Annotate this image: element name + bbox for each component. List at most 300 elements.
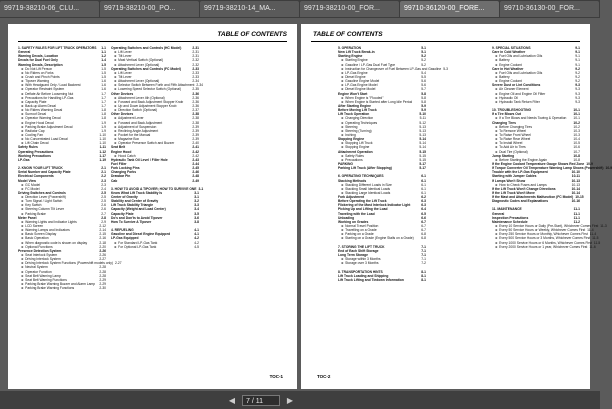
toc-entry-title: Warning Decals, Description (18, 62, 63, 67)
toc-entry-title: 3. HOW TO AVOID A TIPOVER; HOW TO SURVIVE ONE (111, 186, 197, 191)
toc-entry-page: 2-26 (99, 248, 106, 253)
toc-entry-page: 5-13 (419, 124, 426, 129)
toc-entry-title: If the Lift Truck Won't Move (492, 190, 535, 195)
toc-entry-page: 1-5 (101, 62, 106, 67)
toc-entry-title: ► Before Starting the Engine Again (495, 157, 548, 162)
toc-entry-title: Working Precautions (18, 153, 51, 158)
toc-entry-title: Care in Hot Weather (492, 66, 524, 71)
toc-entry-title: Presence Detection System (18, 248, 62, 253)
toc-entry-page: 2-6 (101, 207, 106, 212)
toc-entry-title: ► Seat Belt Warning Lamp (21, 273, 61, 278)
toc-entry-page: 9-2 (575, 66, 580, 71)
document-tab-bar (0, 0, 600, 18)
document-tab[interactable]: 99719-38210-14_MA... (200, 1, 299, 17)
toc-entry-page: 1-8 (101, 112, 106, 117)
toc-entry-page: 10-1 (573, 112, 580, 117)
toc-entry-title: ► Driving Interlock System (21, 257, 61, 262)
toc-entry-page: 8-1 (421, 269, 426, 274)
toc-entry-page: 2-28 (99, 273, 106, 278)
toc-entry-page: 3-2 (194, 199, 199, 204)
toc-entry-page: 1-10 (99, 132, 106, 137)
toc-entry-page: 1-8 (101, 116, 106, 121)
prev-page-icon[interactable]: ◀ (228, 395, 236, 405)
toc-entry-title: 8. TRANSPORTATION HINTS (338, 269, 383, 274)
toc-entry-page: 9-3 (575, 95, 580, 100)
toc-entry-title: ► To Raise Front Wheel (495, 132, 531, 137)
toc-entry-page: 2-39 (192, 124, 199, 129)
toc-entry-title: ► Every 500 Service Hours or 3 Months, Whichever Comes First (495, 236, 591, 241)
toc-column (338, 46, 448, 282)
toc-entry-title: If the Engine Coolant Temperature Gauge Shows Red Zone (492, 161, 585, 166)
toc-entry-title: Fork Locking Pins (111, 166, 140, 171)
toc-entry-title: Parking Lift Truck (After Stopping) (338, 166, 392, 171)
toc-entry-title: ► Instruction for Changeover of Fuel Between LP-Gas and Gasoline (341, 66, 442, 71)
document-page-right (301, 24, 612, 389)
toc-entry-page: 2-31 (192, 54, 199, 59)
toc-entry-title: ► Stacking Different Loads in Size (341, 182, 392, 187)
toc-entry-title: ► Driving Interlock System Functions (Powershift models only) (21, 261, 113, 266)
toc-entry-title: ► Precautions for Handling LP-Gas (21, 95, 74, 100)
toc-entry-title: ► Basic Screen Display (21, 232, 57, 237)
toc-entry-page: 2-39 (192, 132, 199, 137)
title-rule (311, 41, 580, 42)
toc-entry-page: 2-31 (192, 50, 199, 55)
toc-entry-page: 6-1 (421, 186, 426, 191)
toc-entry-title: ► Air Cleaner Element (495, 87, 529, 92)
toc-entry-page: 7-1 (421, 257, 426, 262)
toc-entry-page: 1-1 (101, 46, 106, 50)
toc-entry-title: ► Reclining Angle Adjustment (114, 128, 159, 133)
toc-entry-page: 10-11 (571, 174, 580, 179)
toc-entry-page: 6-5 (421, 211, 426, 216)
toc-entry-page: 10-2 (573, 120, 580, 125)
toc-entry-page: 10-7 (573, 149, 580, 154)
toc-entry-page: 2-15 (99, 232, 106, 237)
toc-entry-page: 10-3 (573, 128, 580, 133)
toc-entry-title: Stability and Center of Gravity (111, 199, 159, 204)
toc-entry-title: ► Starting Engine (341, 58, 368, 63)
toc-entry-title: Long Term Storage (338, 253, 368, 258)
toc-entry-title: ► Travelling on a Grade (341, 228, 377, 233)
toc-entry-page: 5-15 (419, 153, 426, 158)
toc-entry-title: If a Tire Blows Out (492, 112, 521, 117)
toc-entry-title: Trouble with the LP-Gas Equipment (492, 170, 548, 175)
toc-entry-title: ► If a Tire Blows and Needs Towing & Operation (495, 116, 567, 121)
toc-entry-page: 5-4 (421, 70, 426, 75)
toc-entry-page: 11-1 (573, 207, 580, 212)
toc-entry-page: 4-1 (194, 228, 199, 233)
toc-entry-title: ► Steering (341, 124, 358, 129)
toc-entry-page: 2-39 (192, 128, 199, 133)
toc-entry-title: Capacity Plate (111, 211, 134, 216)
toc-entry-title: ► No Concentrated Load Decal (21, 137, 68, 142)
toc-entry-page: 5-14 (419, 137, 426, 142)
toc-entry-page: 2-33 (192, 70, 199, 75)
toc-entry-page: 2-27 (114, 261, 122, 266)
toc-entry-title: ► Adjustment Lever (114, 116, 144, 121)
toc-entry-page: 3-8 (194, 219, 199, 224)
toc-entry-title: ► Safety Rules (341, 153, 364, 158)
toc-entry (338, 278, 426, 282)
toc-entry-title: 5. OPERATION (338, 46, 362, 50)
toc-entry-title: ► Fuel Oils and Lubrication Oils (495, 70, 543, 75)
toc-entry-title: ► Parking Brake Warning Buzzer and Alarm Lamp (21, 282, 96, 287)
toc-entry-title: Cab (111, 178, 118, 183)
toc-entry-title: ► Every 2000 Service Hours or 1 year, Whichever Comes First (495, 244, 588, 249)
toc-entry-title: ► Gasoline / LP-Gas Dual Fuel Type (341, 62, 396, 67)
document-tab-active[interactable]: 99710-36120-00_FORE... (400, 1, 499, 17)
toc-entry-title: ► Hydraulic Oil (495, 95, 518, 100)
toc-entry-page: 2-34 (196, 83, 204, 88)
toc-entry-page: 5-15 (419, 149, 426, 154)
toc-entry-page: 6-7 (421, 224, 426, 229)
toc-entry-page: 5-1 (421, 50, 426, 55)
toc-entry-title: ► Attachment Lever (Optional) (114, 79, 160, 84)
document-tab[interactable]: 99719-38210-00_FOR... (300, 1, 399, 17)
toc-entry-page: 5-14 (419, 141, 426, 146)
toc-entry-title: ► Tipover Warning (21, 79, 50, 84)
toc-entry-title: Capacity (Weight and Load Center) (111, 207, 166, 212)
toc-entry-page: 10-6 (573, 145, 580, 150)
toc-entry-page: 9-1 (575, 46, 580, 50)
toc-entry-title: Center of Gravity (111, 195, 138, 200)
toc-entry-page: 5-5 (421, 74, 426, 79)
toc-entry-title: LP-Gas Equipped (111, 236, 139, 241)
toc-entry-page: 5-10 (419, 112, 426, 117)
toc-entry-title: ► Storage within 3 Months (341, 257, 381, 262)
toc-entry-page: 10-16 (571, 199, 580, 204)
toc-entry-title: Operating Switches and Controls (FC Model) (111, 66, 181, 71)
toc-entry-page: 2-7 (101, 211, 106, 216)
toc-entry-title: ► Gasoline Engine Model (341, 79, 380, 84)
toc-entry-page: 10-1 (573, 116, 580, 121)
toc-entry-page: 1-9 (101, 124, 106, 129)
current-page[interactable]: 7 (246, 397, 250, 405)
toc-entry-page: 2-38 (192, 116, 199, 121)
toc-entry-page: 5-8 (421, 91, 426, 96)
toc-entry-page: 5-6 (421, 83, 426, 88)
toc-entry-title: ► Tilt Lever (114, 54, 132, 59)
toc-entry-page: 2-28 (99, 265, 106, 270)
toc-entry-title: ► Operating Techniques (341, 120, 378, 125)
toc-entry-title: If Lamps Won't Show (492, 178, 526, 183)
toc-entry-page: 2-40 (192, 141, 199, 146)
toc-entry-page: 5-7 (421, 87, 426, 92)
toc-entry-title: End of Each Shift Storage (338, 248, 379, 253)
toc-entry-title: ► Diesel Engine Model (341, 87, 376, 92)
toc-entry-page: 8-1 (421, 273, 426, 278)
toc-entry-title: 6. OPERATING TECHNIQUES (338, 174, 384, 179)
toc-entry-title: ► For Optional LP-Gas Tank (114, 244, 157, 249)
toc-entry-title: ► Sunroof Decal (21, 112, 47, 117)
toc-entry-title: ► LP-Gas Engine Model (341, 83, 378, 88)
toc-entry-page: 2-26 (99, 253, 106, 258)
toc-entry-page: 3-1 (198, 186, 204, 191)
toc-entry-title: 11. MAINTENANCE (492, 207, 522, 212)
toc-entry-page: 2-30 (99, 286, 106, 291)
toc-entry-title: ► Parking Brake (21, 211, 46, 216)
toc-entry-title: ► Adjustment of Suspension (114, 124, 157, 129)
toc-entry-page: 11-1 (573, 211, 580, 216)
toc-entry-page: 1-10 (99, 141, 106, 146)
toc-entry-page: 2-42 (192, 153, 199, 158)
toc-entry-page: 2-16 (99, 236, 106, 241)
page-title: TABLE OF CONTENTS (313, 31, 383, 38)
toc-entry-page: 6-3 (421, 199, 426, 204)
toc-entry-page: 6-1 (421, 190, 426, 195)
toc-entry-page: 10-13 (571, 182, 580, 187)
toc-entry-title: ► Operator Warning Decal (21, 116, 61, 121)
toc-entry-page: 5-9 (421, 103, 426, 108)
toc-entry-page: 5-2 (421, 58, 426, 63)
toc-entry-page: 1-7 (101, 99, 106, 104)
page-number-field[interactable] (242, 395, 280, 406)
toc-entry-page: 10-2 (573, 124, 580, 129)
toc-entry-title: Starting Engine (338, 54, 363, 59)
toc-entry-title: ► Attachment Lever (Optional) (114, 62, 160, 67)
toc-entry-title: Before Operating the Lift Truck (338, 199, 387, 204)
toc-entry-page: 9-3 (575, 83, 580, 88)
toc-entry-page: 2-44 (192, 161, 199, 166)
document-page-left (8, 24, 297, 389)
document-tab[interactable]: 99719-38210-00_PO... (100, 1, 199, 17)
toc-entry-title: ► No Riders Warning Decal (21, 108, 63, 113)
toc-entry-title: ► For Standard LP-Gas Tank (114, 240, 158, 245)
toc-entry-page: 2-46 (192, 170, 199, 175)
toc-entry-page: 9-1 (575, 62, 580, 67)
toc-entry-title: ► Precautions (341, 157, 363, 162)
toc-entry-title: Safety Rules (18, 145, 38, 150)
toc-entry-page: 10-8 (573, 153, 580, 158)
toc-entry-title: Picking Up and Lifting the Load (338, 207, 388, 212)
toc-entry-page: 2-34 (192, 79, 199, 84)
toc-entry-page: 10-9 (586, 161, 593, 166)
toc-entry-page: 2-37 (192, 108, 199, 113)
document-tab[interactable]: 99710-36130-00_FOR... (500, 1, 599, 17)
toc-entry-title: ► Tilt Lever (114, 74, 132, 79)
toc-entry-title: ► Operator Restraint System (21, 87, 65, 92)
toc-entry-title: Stopping Engine (338, 137, 365, 142)
toc-entry-page: 5-1 (421, 46, 426, 50)
toc-entry-page: 2-49 (192, 178, 199, 183)
toc-entry-title: How To Survive A Tipover (111, 219, 152, 224)
toc-entry-title: ► LCD Screen (21, 224, 44, 229)
toc-entry-title: ► Changing Direction (341, 116, 374, 121)
toc-entry-page: 9-2 (575, 70, 580, 75)
toc-entry-title: Do's and Don'ts to Avoid Tipover (111, 215, 163, 220)
toc-entry-page: 2-41 (192, 145, 199, 150)
toc-entry-page: 2-27 (99, 257, 106, 262)
toc-entry-title: Diagnostic Codes and Explanations (492, 199, 549, 204)
toc-entry-page: 3-5 (194, 211, 199, 216)
toc-entry-title: Drawbar Pin (111, 174, 131, 179)
toc-entry-page: 2-9 (101, 219, 106, 224)
toc-entry-title: Know What Lift Truck Stability Is (111, 190, 163, 195)
toc-entry-title: ► Warning Lamps and Indicators (21, 228, 70, 233)
toc-entry-page: 1-9 (101, 120, 106, 125)
toc-entry-title: ► Cooling Fan (21, 132, 43, 137)
toc-entry-title: 1. SAFETY RULES FOR LIFT TRUCK OPERATORS (18, 46, 97, 50)
toc-entry-title: If the Mast and Attachments Malfunction (FC Model) (492, 195, 574, 200)
toc-entry-page: 1-7 (101, 103, 106, 108)
toc-entry-title: ► Steering Column Tilt Lever (21, 207, 65, 212)
toc-entry-title: Starting with Jumper Cables (492, 174, 537, 179)
toc-entry-title: ► Crush and Pinch Points (21, 74, 60, 79)
toc-entry-page: 10-9 (605, 166, 612, 171)
toc-entry-title: ► To Install Wheel (495, 141, 523, 146)
toc-entry-page: 2-36 (192, 91, 199, 96)
toc-entry-page: 1-1 (101, 50, 106, 55)
toc-entry-page: 2-20 (99, 244, 106, 249)
toc-entry-title: Fuel Filler (111, 161, 127, 166)
toc-entry-title: ► Battery (495, 74, 510, 79)
toc-entry-title: Changing Tires (492, 120, 516, 125)
toc-entry-title: ► Dual Tire (Optional) (495, 149, 528, 154)
toc-entry-page: 1-4 (101, 58, 106, 63)
toc-entry-page: 6-1 (421, 174, 426, 179)
toc-entry-title: 10. TROUBLESHOOTING (492, 108, 532, 113)
toc-entry-title: General (18, 50, 31, 55)
toc-entry-title: Stacking Methods (338, 178, 367, 183)
toc-entry-page: 2-14 (99, 228, 106, 233)
toc-entry-page: 5-17 (419, 166, 426, 171)
title-rule (18, 41, 287, 42)
toc-entry-page: 5-17 (419, 161, 426, 166)
toc-entry-page: 1-6 (101, 83, 106, 88)
toc-entry-title: Engine Hood (111, 149, 132, 154)
document-viewer[interactable] (0, 18, 612, 391)
toc-entry-title: ► Every 50 Service Hours or Weekly, Whichever Comes First (495, 228, 586, 233)
toc-entry-page: 5-8 (421, 95, 426, 100)
toc-entry-title: ► Up and Down Adjustment Stopper Knob (114, 103, 177, 108)
toc-entry-page: 6-2 (421, 195, 426, 200)
toc-entry-title: ► Every 250 Service Hours or Monthly, Whichever Comes First (495, 232, 588, 237)
toc-entry-page: 1-19 (99, 157, 106, 162)
toc-entry-page: 10-8 (573, 157, 580, 162)
toc-entry-page: 10-15 (575, 195, 584, 200)
toc-entry-page: 6-1 (421, 182, 426, 187)
document-tab[interactable]: 99719-38210-06_CLU... (0, 1, 99, 17)
toc-entry-title: ► Direction Lever (Powershift) (21, 195, 66, 200)
toc-entry-title: 7. STORING THE LIFT TRUCK (338, 244, 385, 249)
toc-entry-title: ► Optional Functions (21, 244, 53, 249)
toc-entry-title: ► Lowering Speed Selector Switch (Optional) (114, 87, 182, 92)
toc-entry-title: After Starting Engine (338, 103, 371, 108)
toc-entry-page: 6-1 (421, 178, 426, 183)
toc-entry-title: ► Every 1000 Service Hours or 6 Months, Whichever Comes First (495, 240, 592, 245)
toc-entry-title: 9. SPECIAL SITUATIONS (492, 46, 531, 50)
toc-column (492, 46, 612, 249)
toc-entry-page: 2-6 (101, 203, 106, 208)
toc-entry-title: ► Lift Lever (114, 50, 132, 55)
toc-entry-title: ► Deflate Air Before Loosening Nut (21, 91, 74, 96)
toc-entry-page: 10-13 (571, 178, 580, 183)
toc-entry-title: Attachment Operation (338, 149, 373, 154)
toc-entry-title: Decals for Dual Fuel Only (18, 58, 58, 63)
next-page-icon[interactable]: ▶ (286, 395, 294, 405)
toc-entry-page: 3-6 (194, 215, 199, 220)
toc-entry-page: 9-3 (575, 91, 580, 96)
toc-entry-page: 2-43 (192, 157, 199, 162)
toc-entry-page: 5-6 (421, 79, 426, 84)
toc-entry-title: ► LP-Gas Engine (341, 70, 368, 75)
toc-entry-title: Unloading (338, 215, 355, 220)
toc-entry-title: Electrical Components (18, 174, 54, 179)
toc-entry-title: Serial Number and Capacity Plate (18, 170, 71, 175)
toc-entry-page: 7-2 (421, 261, 426, 266)
toc-entry-page: 2-38 (192, 120, 199, 125)
toc-entry-title: Before Moving Lift Truck (338, 108, 377, 113)
page-title: TABLE OF CONTENTS (217, 31, 287, 38)
toc-entry-page: 7-1 (421, 244, 426, 249)
toc-entry-page: 2-35 (192, 87, 199, 92)
toc-entry-title: Lift Truck Loading and Shipping (338, 273, 389, 278)
toc-entry-title: ► Engine Coolant (495, 62, 522, 67)
toc-entry-page: 4-2 (194, 236, 199, 241)
toc-entry-title: ► Direction Switch (Optional) (114, 108, 158, 113)
toc-entry-page: 9-1 (575, 50, 580, 55)
toc-entry-title: Seat Belt (111, 145, 126, 150)
toc-entry-title: Working on Grades (338, 219, 369, 224)
toc-entry-title: Lift Truck Operation (338, 112, 370, 117)
toc-entry-title: ► When diagnostic code is shown on display (21, 240, 88, 245)
toc-entry-title: ► To Raise Rear Wheel (495, 137, 531, 142)
toc-entry-page: 2-39 (192, 137, 199, 142)
toc-entry-page: 6-3 (421, 203, 426, 208)
toc-entry-page: 5-3 (443, 66, 448, 71)
toc-entry-title: LP-Gas (18, 157, 30, 162)
toc-entry-title: ► Starting on a Grade (Engine Stalls on a Grade) (341, 236, 414, 241)
toc-entry-page: 5-13 (419, 132, 426, 137)
toc-entry-page: 2-1 (101, 170, 106, 175)
toc-entry (111, 245, 199, 249)
toc-entry-page: 10-1 (573, 108, 580, 113)
toc-entry-title: ► FC Model (21, 186, 40, 191)
toc-entry-page: 2-36 (192, 99, 199, 104)
toc-entry-page: 11-3 (600, 224, 607, 229)
toc-entry-title: ► With Headguard Only / Load Backrest (21, 83, 81, 88)
toc-entry-title: ► Magazine Box (114, 137, 140, 142)
toc-entry-title: ► Diesel Engine (341, 74, 366, 79)
toc-entry-page: 2-42 (192, 149, 199, 154)
toc-entry-page: 2-1 (101, 166, 106, 171)
toc-entry-title: 2. KNOW YOUR LIFT TRUCK (18, 166, 63, 171)
toc-column (111, 46, 204, 249)
toc-entry-page: 2-31 (192, 46, 199, 50)
toc-entry-page: 2-5 (101, 190, 106, 195)
toc-entry-title: ► Key Switch (21, 203, 42, 208)
toc-entry-title: ► Basic Operation (21, 236, 49, 241)
toc-entry-title: If the Lift Truck Won't Change Directions (492, 186, 556, 191)
toc-entry-page: 4-2 (194, 240, 199, 245)
toc-entry-title: Model View (18, 178, 36, 183)
toc-entry-page: 1-8 (101, 108, 106, 113)
toc-entry-title: ► Selector Switch Between Forth and Fifth Attachment (114, 83, 195, 88)
toc-entry-title: Care in Cold Weather (492, 50, 526, 55)
toc-entry-title: ► Back-up Alarm Decal (21, 103, 56, 108)
toc-entry-title: Jump Starting (492, 153, 515, 158)
toc-entry-title: ► Seat Interlock System (21, 253, 58, 258)
toc-entry-page: 1-12 (99, 149, 106, 154)
toc-entry-page: 2-29 (99, 277, 106, 282)
toc-entry-title: ► Engine Hood Decal (21, 120, 54, 125)
toc-entry-title: If Torque Converter Oil Temperature Warning Lamp Shows (Powershift) (492, 166, 604, 171)
toc-entry-page: 2-32 (192, 58, 199, 63)
toc-entry-page: 6-8 (421, 236, 426, 241)
toc-entry-title: ► To Remove Wheel (495, 128, 527, 133)
toc-entry-page: 1-7 (101, 91, 106, 96)
toc-entry-page: 11-5 (593, 240, 601, 245)
